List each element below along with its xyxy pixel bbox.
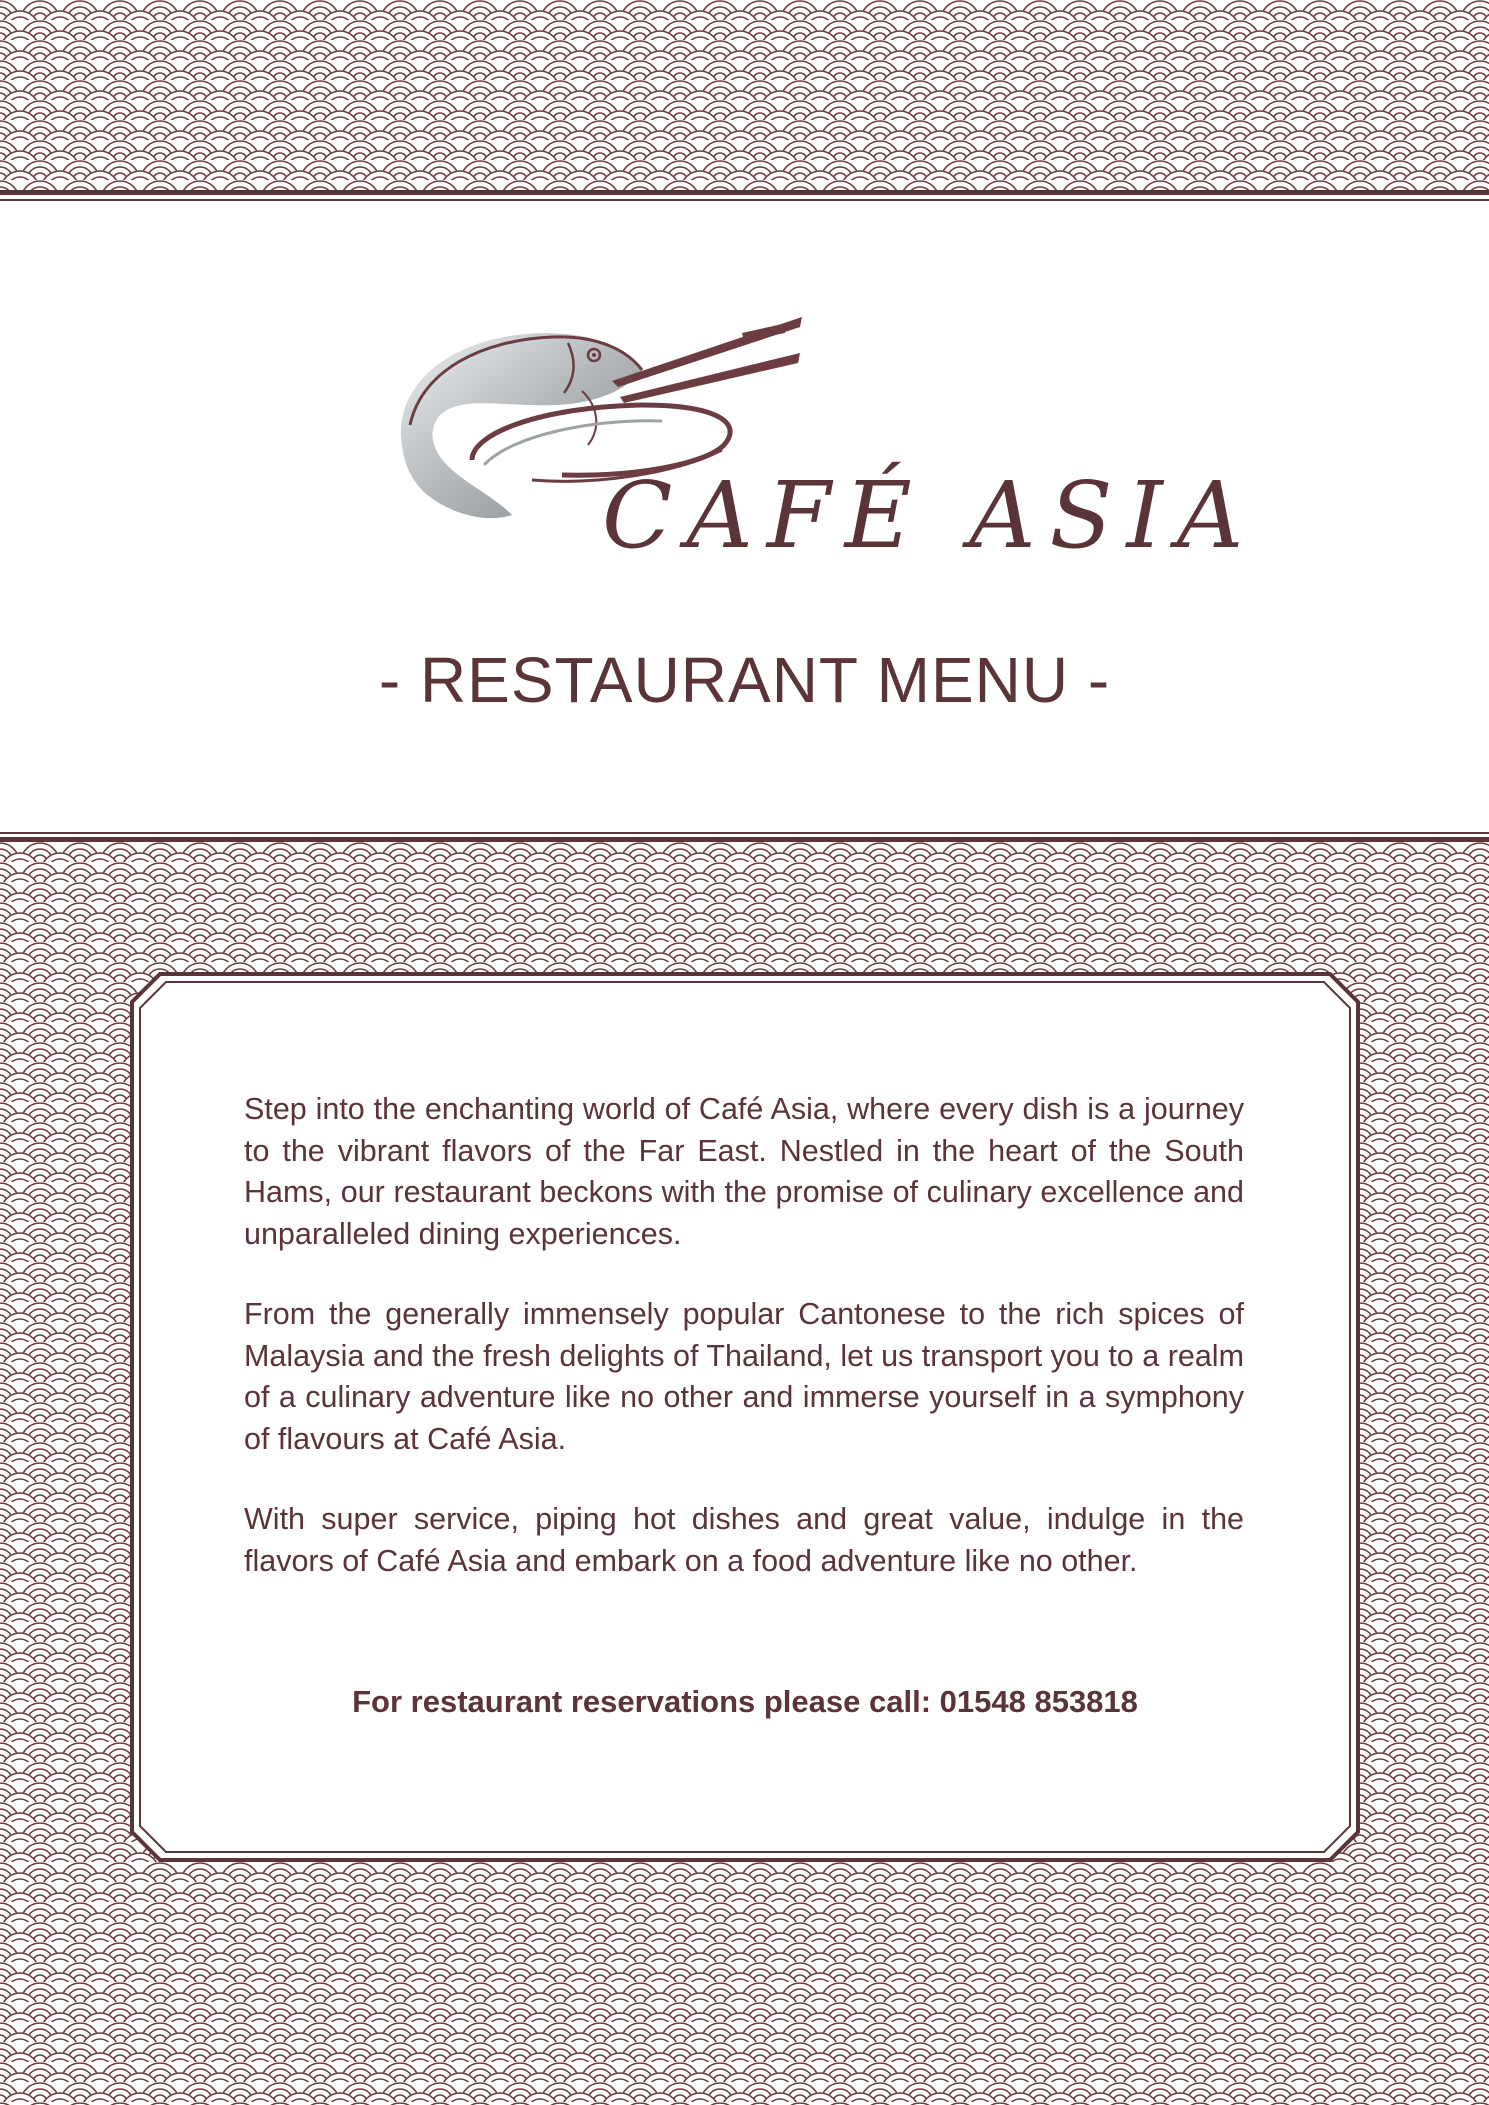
top-pattern-band xyxy=(0,0,1489,190)
reservation-line xyxy=(132,1684,1358,1720)
top-divider-thick xyxy=(0,190,1489,195)
intro-paragraph: From the generally immensely popular Cantonese to the rich spices of Malaysia and the fresh delights of Thailand, let us transport you to a realm of a culinary adventure like no other and immerse yourself in a symphony of flavours at Café Asia. xyxy=(244,1297,1244,1456)
bottom-divider-thin xyxy=(0,832,1489,834)
intro-paragraph: With super service, piping hot dishes and great value, indulge in the flavors of Café Asia and embark on a food adventure like no other. xyxy=(244,1502,1244,1578)
reservation-label: For restaurant reservations please call: xyxy=(352,1684,932,1719)
brand-name: CAFÉ ASIA xyxy=(602,462,1258,569)
reservation-phone: 01548 853818 xyxy=(939,1684,1138,1719)
content-panel xyxy=(132,974,1358,1860)
top-divider-thin xyxy=(0,199,1489,201)
intro-paragraph: Step into the enchanting world of Café Asia, where every dish is a journey to the vibrant flavors of the Far East. Nestled in the heart of the South Hams, our restaurant beckons with the promise of culinary excellence and unparalleled dining experiences. xyxy=(244,1092,1244,1251)
header-area xyxy=(0,205,1489,829)
cafe-asia-logo xyxy=(392,315,1258,569)
menu-title: - RESTAURANT MENU - xyxy=(378,644,1111,716)
intro-text xyxy=(244,1089,1244,1621)
